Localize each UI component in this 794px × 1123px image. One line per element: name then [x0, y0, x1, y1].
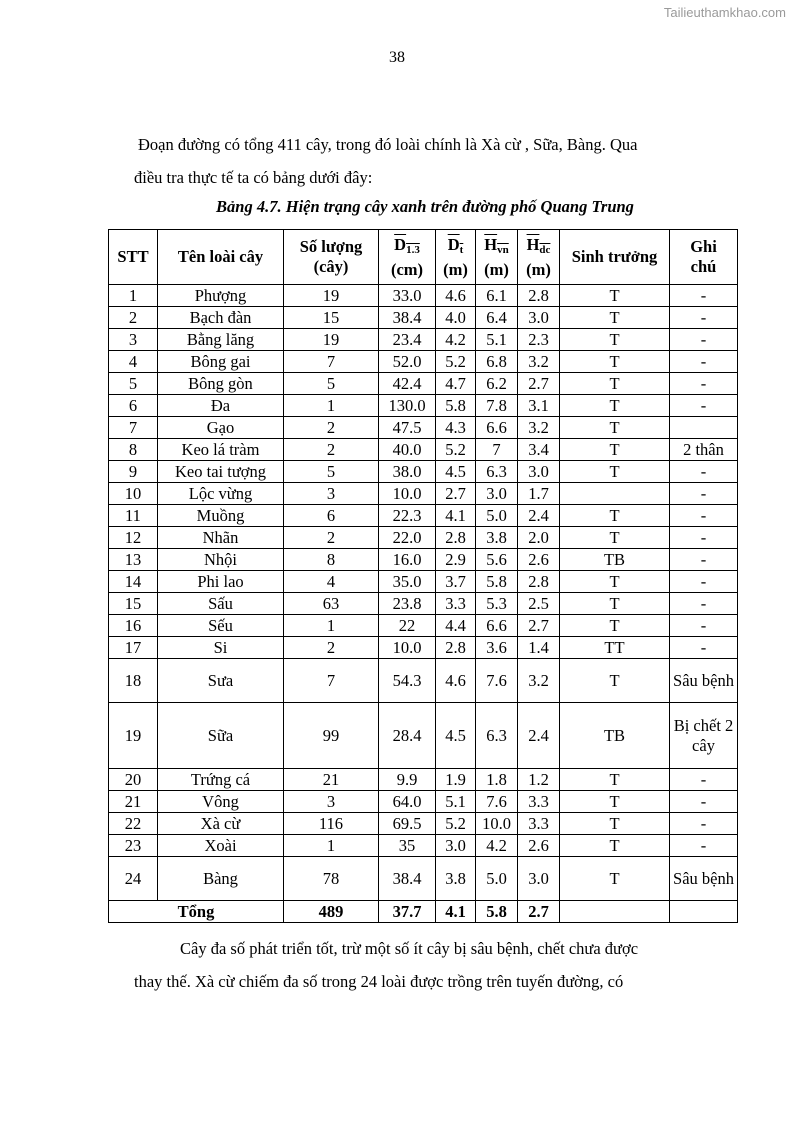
cell-species-name: Vông: [158, 791, 284, 813]
cell-species-name: Phượng: [158, 285, 284, 307]
cell-hdc: 3.0: [518, 307, 560, 329]
cell-qty: 78: [284, 857, 379, 901]
cell-note: Sâu bệnh: [670, 857, 738, 901]
total-note: [670, 901, 738, 923]
watermark-text: Tailieuthamkhao.com: [663, 5, 786, 20]
cell-stt: 11: [109, 505, 158, 527]
table-row: [109, 417, 738, 439]
header-d13: [379, 230, 436, 285]
table-row: [109, 285, 738, 307]
header-hdc-unit: (m): [526, 259, 551, 279]
cell-stt: 23: [109, 835, 158, 857]
cell-dt: 1.9: [436, 769, 476, 791]
intro-line-1: Đoạn đường có tổng 411 cây, trong đó loài chính là Xà cừ , Sữa, Bàng. Qua: [138, 135, 638, 154]
cell-stt: 19: [109, 703, 158, 769]
cell-qty: 116: [284, 813, 379, 835]
header-dt: [436, 230, 476, 285]
cell-d13: 16.0: [379, 549, 436, 571]
cell-growth: TB: [560, 549, 670, 571]
cell-species-name: Trứng cá: [158, 769, 284, 791]
cell-hdc: 2.0: [518, 527, 560, 549]
cell-qty: 6: [284, 505, 379, 527]
cell-note: -: [670, 483, 738, 505]
cell-hvn: 6.4: [476, 307, 518, 329]
cell-qty: 7: [284, 351, 379, 373]
header-growth: Sinh trưởng: [560, 230, 670, 285]
cell-species-name: Lộc vừng: [158, 483, 284, 505]
cell-d13: 28.4: [379, 703, 436, 769]
table-row: [109, 857, 738, 901]
cell-note: -: [670, 329, 738, 351]
cell-hvn: 3.8: [476, 527, 518, 549]
cell-dt: 4.5: [436, 461, 476, 483]
cell-stt: 21: [109, 791, 158, 813]
cell-stt: 20: [109, 769, 158, 791]
cell-d13: 38.0: [379, 461, 436, 483]
intro-line-2: điều tra thực tế ta có bảng dưới đây:: [134, 168, 373, 187]
conclusion-line-2: thay thế. Xà cừ chiếm đa số trong 24 loài được trồng trên tuyến đường, có: [134, 972, 624, 991]
cell-growth: T: [560, 461, 670, 483]
cell-note: -: [670, 395, 738, 417]
cell-species-name: Bàng: [158, 857, 284, 901]
table-body: [109, 285, 738, 923]
cell-dt: 3.7: [436, 571, 476, 593]
total-qty: 489: [284, 901, 379, 923]
cell-hvn: 6.1: [476, 285, 518, 307]
cell-dt: 5.2: [436, 813, 476, 835]
cell-hdc: 1.4: [518, 637, 560, 659]
cell-growth: T: [560, 373, 670, 395]
cell-stt: 1: [109, 285, 158, 307]
table-row: [109, 483, 738, 505]
table-row: [109, 329, 738, 351]
intro-paragraph: [134, 128, 718, 194]
cell-note: [670, 417, 738, 439]
page-number: 38: [389, 49, 405, 66]
header-d13-symbol: $D_{1.3}$: [394, 234, 420, 256]
cell-dt: 5.1: [436, 791, 476, 813]
cell-growth: T: [560, 307, 670, 329]
cell-qty: 1: [284, 395, 379, 417]
header-species-name: Tên loài cây: [158, 230, 284, 285]
cell-d13: 33.0: [379, 285, 436, 307]
table-row: [109, 835, 738, 857]
cell-hdc: 1.7: [518, 483, 560, 505]
cell-d13: 35.0: [379, 571, 436, 593]
cell-dt: 4.7: [436, 373, 476, 395]
table-row: [109, 813, 738, 835]
conclusion-line-1: Cây đa số phát triển tốt, trừ một số ít cây bị sâu bệnh, chết chưa được: [180, 939, 639, 958]
cell-dt: 4.5: [436, 703, 476, 769]
cell-qty: 7: [284, 659, 379, 703]
cell-species-name: Bằng lăng: [158, 329, 284, 351]
cell-qty: 19: [284, 285, 379, 307]
cell-hdc: 3.4: [518, 439, 560, 461]
cell-qty: 8: [284, 549, 379, 571]
cell-stt: 13: [109, 549, 158, 571]
tree-status-table: [108, 229, 738, 923]
cell-hdc: 3.2: [518, 351, 560, 373]
cell-species-name: Gạo: [158, 417, 284, 439]
cell-species-name: Phi lao: [158, 571, 284, 593]
cell-growth: T: [560, 351, 670, 373]
header-stt: STT: [109, 230, 158, 285]
conclusion-paragraph: [134, 932, 718, 998]
cell-hdc: 2.8: [518, 285, 560, 307]
cell-note: -: [670, 549, 738, 571]
cell-hdc: 3.3: [518, 791, 560, 813]
cell-growth: T: [560, 791, 670, 813]
cell-note: -: [670, 307, 738, 329]
cell-hvn: 5.3: [476, 593, 518, 615]
cell-qty: 99: [284, 703, 379, 769]
cell-species-name: Nhãn: [158, 527, 284, 549]
cell-species-name: Xoài: [158, 835, 284, 857]
cell-note: Bị chết 2 cây: [670, 703, 738, 769]
cell-growth: TB: [560, 703, 670, 769]
cell-hdc: 2.7: [518, 373, 560, 395]
cell-hvn: 10.0: [476, 813, 518, 835]
cell-growth: T: [560, 285, 670, 307]
cell-hvn: 5.8: [476, 571, 518, 593]
cell-dt: 4.6: [436, 659, 476, 703]
cell-note: -: [670, 571, 738, 593]
cell-qty: 3: [284, 791, 379, 813]
cell-growth: T: [560, 857, 670, 901]
cell-growth: T: [560, 659, 670, 703]
cell-note: Sâu bệnh: [670, 659, 738, 703]
header-dt-symbol: $D_t$: [447, 234, 464, 256]
header-hvn-symbol: $H_{vn}$: [484, 234, 509, 256]
cell-growth: T: [560, 769, 670, 791]
cell-stt: 2: [109, 307, 158, 329]
cell-species-name: Đa: [158, 395, 284, 417]
table-row: [109, 307, 738, 329]
cell-stt: 9: [109, 461, 158, 483]
cell-d13: 10.0: [379, 637, 436, 659]
cell-d13: 42.4: [379, 373, 436, 395]
cell-species-name: Sữa: [158, 703, 284, 769]
cell-species-name: Keo lá tràm: [158, 439, 284, 461]
cell-stt: 3: [109, 329, 158, 351]
cell-stt: 5: [109, 373, 158, 395]
cell-stt: 24: [109, 857, 158, 901]
cell-qty: 15: [284, 307, 379, 329]
cell-hdc: 2.8: [518, 571, 560, 593]
cell-species-name: Si: [158, 637, 284, 659]
cell-hvn: 7.6: [476, 659, 518, 703]
cell-dt: 3.8: [436, 857, 476, 901]
header-hvn: [476, 230, 518, 285]
cell-hvn: 3.6: [476, 637, 518, 659]
header-note-line-1: Ghi: [690, 237, 717, 256]
table-row: [109, 505, 738, 527]
cell-hdc: 3.0: [518, 857, 560, 901]
cell-note: -: [670, 835, 738, 857]
cell-d13: 69.5: [379, 813, 436, 835]
cell-growth: T: [560, 417, 670, 439]
cell-hvn: 1.8: [476, 769, 518, 791]
cell-d13: 35: [379, 835, 436, 857]
header-note: [670, 230, 738, 285]
cell-hvn: 6.3: [476, 461, 518, 483]
cell-dt: 4.0: [436, 307, 476, 329]
cell-hdc: 2.4: [518, 505, 560, 527]
cell-hvn: 6.6: [476, 615, 518, 637]
cell-growth: T: [560, 395, 670, 417]
cell-growth: T: [560, 593, 670, 615]
cell-growth: T: [560, 329, 670, 351]
cell-growth: TT: [560, 637, 670, 659]
cell-qty: 5: [284, 373, 379, 395]
cell-qty: 4: [284, 571, 379, 593]
cell-qty: 1: [284, 835, 379, 857]
cell-qty: 2: [284, 527, 379, 549]
cell-growth: T: [560, 527, 670, 549]
cell-qty: 63: [284, 593, 379, 615]
cell-d13: 52.0: [379, 351, 436, 373]
cell-d13: 23.8: [379, 593, 436, 615]
cell-hvn: 7: [476, 439, 518, 461]
cell-stt: 14: [109, 571, 158, 593]
cell-d13: 9.9: [379, 769, 436, 791]
cell-dt: 2.7: [436, 483, 476, 505]
cell-stt: 17: [109, 637, 158, 659]
table-row: [109, 461, 738, 483]
table-row: [109, 439, 738, 461]
cell-hdc: 2.6: [518, 835, 560, 857]
header-dt-unit: (m): [443, 259, 468, 279]
cell-note: -: [670, 285, 738, 307]
cell-stt: 6: [109, 395, 158, 417]
cell-dt: 4.1: [436, 505, 476, 527]
cell-qty: 2: [284, 439, 379, 461]
cell-note: -: [670, 593, 738, 615]
header-hdc: [518, 230, 560, 285]
table-row: [109, 769, 738, 791]
cell-hvn: 5.0: [476, 857, 518, 901]
cell-qty: 5: [284, 461, 379, 483]
cell-dt: 2.8: [436, 527, 476, 549]
table-caption: Bảng 4.7. Hiện trạng cây xanh trên đường phố Quang Trung: [216, 197, 634, 216]
cell-stt: 4: [109, 351, 158, 373]
cell-dt: 4.6: [436, 285, 476, 307]
cell-stt: 10: [109, 483, 158, 505]
cell-hvn: 6.8: [476, 351, 518, 373]
cell-d13: 54.3: [379, 659, 436, 703]
cell-d13: 38.4: [379, 857, 436, 901]
total-d13: 37.7: [379, 901, 436, 923]
cell-qty: 19: [284, 329, 379, 351]
cell-species-name: Nhội: [158, 549, 284, 571]
cell-dt: 5.8: [436, 395, 476, 417]
cell-qty: 3: [284, 483, 379, 505]
cell-hdc: 2.5: [518, 593, 560, 615]
cell-dt: 3.3: [436, 593, 476, 615]
cell-stt: 18: [109, 659, 158, 703]
cell-note: 2 thân: [670, 439, 738, 461]
cell-hdc: 2.7: [518, 615, 560, 637]
cell-hdc: 3.2: [518, 417, 560, 439]
cell-d13: 23.4: [379, 329, 436, 351]
cell-d13: 40.0: [379, 439, 436, 461]
cell-dt: 4.2: [436, 329, 476, 351]
cell-growth: [560, 483, 670, 505]
cell-species-name: Keo tai tượng: [158, 461, 284, 483]
table-row: [109, 593, 738, 615]
cell-species-name: Sấu: [158, 593, 284, 615]
table-row: [109, 527, 738, 549]
cell-note: -: [670, 769, 738, 791]
cell-qty: 2: [284, 417, 379, 439]
cell-d13: 47.5: [379, 417, 436, 439]
cell-d13: 38.4: [379, 307, 436, 329]
cell-qty: 21: [284, 769, 379, 791]
cell-hdc: 2.3: [518, 329, 560, 351]
table-row: [109, 395, 738, 417]
cell-species-name: Bạch đàn: [158, 307, 284, 329]
cell-d13: 10.0: [379, 483, 436, 505]
cell-hdc: 3.3: [518, 813, 560, 835]
cell-stt: 7: [109, 417, 158, 439]
cell-hvn: 7.8: [476, 395, 518, 417]
total-hvn: 5.8: [476, 901, 518, 923]
cell-stt: 12: [109, 527, 158, 549]
cell-hvn: 5.1: [476, 329, 518, 351]
table-header-row: [109, 230, 738, 285]
cell-hvn: 6.6: [476, 417, 518, 439]
cell-hdc: 2.6: [518, 549, 560, 571]
cell-species-name: Sưa: [158, 659, 284, 703]
cell-species-name: Bông gai: [158, 351, 284, 373]
total-label: Tổng: [109, 901, 284, 923]
cell-note: -: [670, 505, 738, 527]
cell-dt: 5.2: [436, 351, 476, 373]
header-hvn-unit: (m): [484, 259, 509, 279]
cell-growth: T: [560, 813, 670, 835]
cell-dt: 3.0: [436, 835, 476, 857]
cell-hvn: 5.6: [476, 549, 518, 571]
cell-dt: 5.2: [436, 439, 476, 461]
table-row: [109, 373, 738, 395]
table-row: [109, 659, 738, 703]
header-quantity-label: Số lượng: [299, 237, 363, 256]
cell-growth: T: [560, 835, 670, 857]
cell-dt: 4.3: [436, 417, 476, 439]
cell-growth: T: [560, 615, 670, 637]
cell-species-name: Xà cừ: [158, 813, 284, 835]
cell-hdc: 3.1: [518, 395, 560, 417]
table-row: [109, 571, 738, 593]
cell-stt: 22: [109, 813, 158, 835]
total-row: [109, 901, 738, 923]
cell-hdc: 1.2: [518, 769, 560, 791]
cell-hvn: 5.0: [476, 505, 518, 527]
total-growth: [560, 901, 670, 923]
cell-growth: T: [560, 439, 670, 461]
cell-dt: 4.4: [436, 615, 476, 637]
header-hdc-symbol: $H_{dc}$: [526, 234, 551, 256]
cell-stt: 8: [109, 439, 158, 461]
table-row: [109, 637, 738, 659]
cell-species-name: Bông gòn: [158, 373, 284, 395]
cell-growth: T: [560, 571, 670, 593]
cell-d13: 22: [379, 615, 436, 637]
cell-hvn: 4.2: [476, 835, 518, 857]
cell-d13: 22.3: [379, 505, 436, 527]
header-d13-unit: (cm): [390, 259, 424, 279]
cell-hvn: 7.6: [476, 791, 518, 813]
cell-note: -: [670, 351, 738, 373]
cell-note: -: [670, 615, 738, 637]
cell-note: -: [670, 813, 738, 835]
table-row: [109, 549, 738, 571]
table-row: [109, 615, 738, 637]
cell-hdc: 2.4: [518, 703, 560, 769]
cell-d13: 130.0: [379, 395, 436, 417]
cell-d13: 22.0: [379, 527, 436, 549]
cell-dt: 2.8: [436, 637, 476, 659]
cell-stt: 15: [109, 593, 158, 615]
cell-qty: 1: [284, 615, 379, 637]
table-row: [109, 351, 738, 373]
total-dt: 4.1: [436, 901, 476, 923]
cell-note: -: [670, 373, 738, 395]
cell-note: -: [670, 791, 738, 813]
table-row: [109, 791, 738, 813]
cell-note: -: [670, 527, 738, 549]
table-row: [109, 703, 738, 769]
cell-species-name: Sếu: [158, 615, 284, 637]
cell-note: -: [670, 461, 738, 483]
cell-note: -: [670, 637, 738, 659]
cell-hvn: 3.0: [476, 483, 518, 505]
cell-hdc: 3.0: [518, 461, 560, 483]
cell-hdc: 3.2: [518, 659, 560, 703]
header-quantity-unit: (cây): [313, 257, 349, 276]
total-hdc: 2.7: [518, 901, 560, 923]
cell-stt: 16: [109, 615, 158, 637]
cell-d13: 64.0: [379, 791, 436, 813]
cell-hvn: 6.2: [476, 373, 518, 395]
header-quantity: [284, 230, 379, 285]
header-note-line-2: chú: [690, 257, 717, 276]
cell-hvn: 6.3: [476, 703, 518, 769]
cell-species-name: Muồng: [158, 505, 284, 527]
cell-growth: T: [560, 505, 670, 527]
cell-qty: 2: [284, 637, 379, 659]
cell-dt: 2.9: [436, 549, 476, 571]
